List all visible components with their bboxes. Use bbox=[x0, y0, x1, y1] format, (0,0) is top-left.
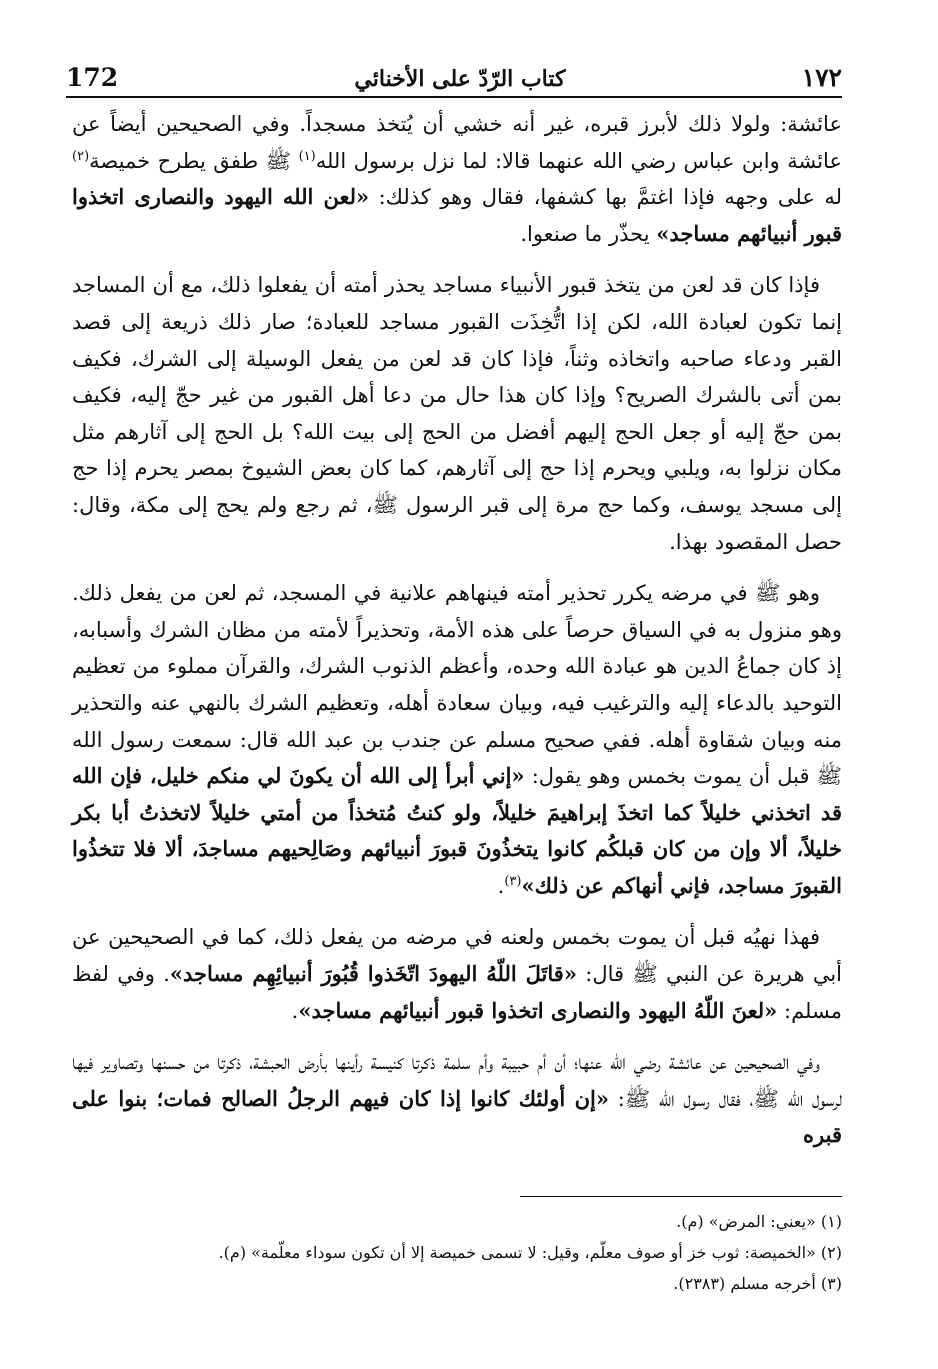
page-number-arabic: ١٧٢ bbox=[801, 63, 842, 92]
footnote-ref-1[interactable]: (١) bbox=[298, 148, 316, 164]
p5-text-a: وفي الصحيحين عن عائشة رضي الله عنها؛ أن أم حبيبة وأم سلمة ذكرتا كنيسة رأينها بأرض الحبشة، ذكرتا من حسنها وتصاوير فيها لرسول الله ﷺ، فقال رسول الله ﷺ: bbox=[72, 1050, 842, 1111]
hadith-quote: «لعنَ اللّهُ اليهود والنصارى اتخذوا قبور أنبيائهم مساجد» bbox=[298, 997, 778, 1023]
footnote-2: (٢) «الخميصة: ثوب خز أو صوف معلّم، وقيل: لا تسمى خميصة إلا أن تكون سوداء معلّمة» (م). bbox=[218, 1243, 842, 1262]
paragraph-2: فإذا كان قد لعن من يتخذ قبور الأنبياء مساجد يحذر أمته أن يفعلوا ذلك، مع أن المساجد إنما تكون لعبادة الله، لكن إذا اتُّخِذَت القبور مساجد للعبادة؛ صار ذلك ذريعة إلى قصد القبر ودعاء صاحبه واتخاذه وثناً، فإذا كان قد لعن من يفعل الوسيلة إلى الشرك، فكيف بمن أتى بالشرك الصريح؟ وإذا كان هذا حال من دعا أهل القبور من غير حجّ إليه، فكيف بمن حجّ إليه أو جعل الحج إليهم أفضل من الحج إلى بيت الله؟ بل الحج إلى آثارهم مثل مكان نزلوا به، ويلبي ويحرم إذا حج إلى آثارهم، كما كان بعض الشيوخ بمصر يحرم إذا حج إلى مسجد يوسف، وكما حج مرة إلى قبر الرسول ﷺ، ثم رجع ولم يحج إلى مكة، وقال: حصل المقصود بهذا. bbox=[72, 273, 842, 554]
p3-text-a: وهو ﷺ في مرضه يكرر تحذير أمته فينهاهم علانية في المسجد، ثم لعن من يفعل ذلك. وهو منزول به في السياق حرصاً على هذه الأمة، وتحذيراً لأمته من مظان الشرك وأسبابه، إذ كان جماعُ الدين هو عبادة الله وحده، وأعظم الذنوب الشرك، والقرآن مملوء من تعظيم التوحيد بالدعاء إليه والترغيب فيه، وبيان سعادة أهله، وتعظيم الشرك بالنهي عنه والتحذير منه وبيان شقاوة أهله. ففي صحيح مسلم عن جندب بن عبد الله قال: سمعت رسول الله ﷺ قبل أن يموت بخمس وهو يقول: bbox=[72, 581, 843, 789]
p1-text-d: يحذّر ما صنعوا. bbox=[520, 221, 650, 246]
p1-text-c: له على وجهه فإذا اغتمَّ بها كشفها، فقال وهو كذلك: bbox=[378, 185, 842, 210]
footnote-1: (١) «يعني: المرض» (م). bbox=[676, 1212, 842, 1231]
paragraph-3 bbox=[72, 575, 842, 904]
hadith-quote: «قاتَلَ اللّهُ اليهودَ اتّخَذوا قُبُورَ أنبيائِهِم مساجد» bbox=[169, 961, 577, 987]
footnotes bbox=[72, 1206, 842, 1299]
footnote-3: (٣) أخرجه مسلم (٢٣٨٣). bbox=[673, 1274, 842, 1293]
page-number-latin: 172 bbox=[66, 63, 119, 92]
paragraph-5 bbox=[72, 1044, 842, 1154]
p3-end: . bbox=[497, 873, 505, 898]
p4-end: . bbox=[291, 998, 299, 1023]
running-title: كتاب الرّدّ على الأخنائي bbox=[354, 66, 566, 92]
p1-text-b: ﷺ طفق يطرح خميصة bbox=[89, 148, 292, 173]
p4-text-b: . وفي لفظ مسلم: bbox=[72, 962, 842, 1023]
footnote-divider bbox=[520, 1196, 842, 1197]
footnote-ref-2[interactable]: (٢) bbox=[72, 148, 90, 164]
footnote-ref-3[interactable]: (٣) bbox=[504, 873, 522, 889]
p1-text-a: عائشة: ولولا ذلك لأبرز قبره، غير أنه خشي أن يُتخذ مسجداً. وفي الصحيحين أيضاً عن عائشة وابن عباس رضي الله عنهما قالا: لما نزل برسول الله bbox=[72, 112, 842, 173]
p4-text-a: فهذا نهيُه قبل أن يموت بخمس ولعنه في مرضه من يفعل ذلك، كما في الصحيحين عن أبي هريرة عن النبي ﷺ قال: bbox=[72, 925, 843, 987]
paragraph-4 bbox=[72, 919, 842, 1029]
hadith-quote: «إن أولئك كانوا إذا كان فيهم الرجلُ الصالح فمات؛ بنوا على قبره bbox=[72, 1085, 842, 1148]
header-divider bbox=[66, 96, 842, 98]
page-header bbox=[66, 52, 842, 92]
hadith-quote: «لعن الله اليهود والنصارى اتخذوا قبور أنبيائهم مساجد» bbox=[72, 184, 842, 246]
main-text bbox=[72, 106, 842, 1169]
paragraph-1 bbox=[72, 106, 842, 252]
hadith-quote: «إني أبرأ إلى الله أن يكونَ لي منكم خليل، فإن الله قد اتخذني خليلاً كما اتخذَ إبراهيمَ خليلاً، ولو كنتُ مُتخذاً من أمتي خليلاً لاتخذتُ أبا بكر خليلاً، ألا وإن من كان قبلكُم كانوا يتخذُونَ قبورَ أنبيائهم وصَالِحيهم مساجدَ، ألا فلا تتخذُوا القبورَ مساجد، فإني أنهاكم عن ذلك» bbox=[72, 763, 842, 898]
